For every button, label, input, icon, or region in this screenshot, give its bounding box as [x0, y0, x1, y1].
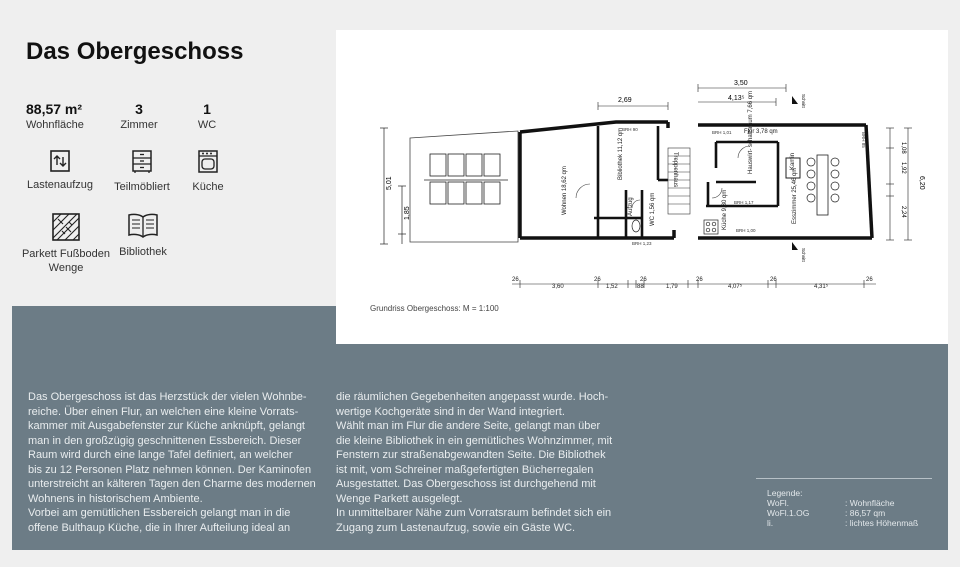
dim-right: 2,24 — [900, 206, 906, 218]
feature-parquet-label: Parkett Fußboden Wenge — [21, 248, 111, 274]
legend-row — [767, 498, 937, 508]
description-text-1: Das Obergeschoss ist das Herzstück der vielen Wohnbe- reiche. Über einen Flur, an welchen eine kleine Vorrats- kammer mit Ausgabefenster zur Küche anknüpft, gelangt man in den großzügig geschnittenen Essbereich. Dieser Raum wird durch eine lange Tafel definiert, an welcher bis zu 12 Personen Platz nehmen können. Der Kaminofen unterstreicht an kälteren Tagen den Charme des modernen Wohnens in historischem Ambiente. Vorbei am gemütlichen Essbereich gelangt man in die offene Bulthaup Küche, die in Ihrer Aufteilung ideal an — [28, 391, 316, 534]
feature-elevator-label: Lastenaufzug — [26, 179, 94, 191]
dim-bottom: 26 — [770, 277, 777, 283]
floor-plan-card — [336, 30, 948, 344]
description-column-1 — [28, 390, 328, 535]
description-text-2: die räumlichen Gegebenheiten angepasst wurde. Hoch- wertige Kochgeräte sind in der Wand integriert. Wählt man im Flur die andere Seite, gelangt man über die kleine Bibliothek in ein gemütliches Wohnzimmer, mit Fenstern zur straßenabgewandten Seite. Die Bibliothek ist mit, vom Schreiner maßgefertigten Bücherregalen Ausgestattet. Das Obergeschoss ist durchgehend mit Wenge Parkett ausgelegt. In unmittelbarer Nähe zum Vorratsraum befindet sich ein Zugang zum Lastenaufzug, sowie ein Gäste WC. — [336, 391, 613, 534]
feature-elevator — [15, 150, 105, 192]
dim-left-part: 1,85 — [404, 206, 411, 220]
stat-rooms — [119, 101, 159, 131]
dim-right: 1,92 — [900, 162, 906, 174]
stat-rooms-value: 3 — [135, 101, 143, 117]
legend-divider — [756, 478, 932, 479]
stove-icon — [197, 150, 219, 174]
section-marker: Schnitt — [801, 248, 806, 262]
legend-value: : 86,57 qm — [845, 508, 886, 518]
dim-right-total: 6,20 — [918, 176, 925, 190]
stat-wc-value: 1 — [203, 101, 211, 117]
legend — [767, 488, 937, 528]
brh-label: BRH 1,17 — [734, 200, 754, 205]
page-title: Das Obergeschoss — [26, 38, 244, 65]
dim-top: 2,69 — [618, 97, 632, 104]
stat-area — [26, 101, 84, 131]
legend-title: Legende: — [767, 488, 803, 498]
floor-plan — [336, 30, 948, 344]
dim-bottom: 4,07⁵ — [728, 284, 743, 290]
dim-bottom: 1,52 — [606, 284, 618, 290]
stat-wc-label: WC — [197, 119, 217, 131]
dim-top: 4,13⁵ — [728, 95, 745, 102]
stat-wc — [190, 101, 224, 131]
brh-label: BRH 1,00 — [736, 228, 756, 233]
dim-bottom: 26 — [866, 277, 873, 283]
legend-row — [767, 518, 937, 528]
legend-key: WoFl. — [767, 498, 790, 508]
dim-bottom: 26 — [696, 277, 703, 283]
dim-bottom: 3,60 — [552, 284, 564, 290]
stat-rooms-label: Zimmer — [120, 119, 158, 131]
brh-label: BRH 1,01 — [712, 130, 732, 135]
dim-left-total: 5,01 — [386, 176, 393, 190]
dim-bottom: 88 — [637, 284, 644, 290]
feature-furnished-label: Teilmöbliert — [114, 181, 170, 193]
dim-bottom: 4,31⁵ — [814, 284, 829, 290]
room-hauswirt: Hauswirt- schaftsraum 7,66 qm — [748, 90, 754, 174]
room-aufzug: Aufzug — [628, 197, 634, 216]
room-flur: Flur 3,78 qm — [744, 129, 778, 135]
dim-right: 1,08 — [900, 142, 906, 154]
parquet-icon — [52, 213, 80, 241]
feature-kitchen — [163, 150, 253, 194]
legend-value: : Wohnfläche — [845, 498, 895, 508]
legend-key: WoFl.1.OG — [767, 508, 810, 518]
dim-bottom: 26 — [512, 277, 519, 283]
room-wohnen: Wohnen 18,62 qm — [562, 166, 568, 215]
brh-label: BRH 85 — [861, 132, 866, 148]
dim-bottom: 1,79 — [666, 284, 678, 290]
brh-label: BRH 1,23 — [632, 241, 652, 246]
dim-bottom: 26 — [640, 277, 647, 283]
room-wc: WC 1,56 qm — [650, 192, 656, 226]
elevator-icon — [49, 150, 71, 172]
description-column-2 — [336, 390, 636, 535]
feature-library — [98, 213, 188, 259]
section-marker: Schnitt — [801, 94, 806, 108]
legend-row — [767, 508, 937, 518]
dim-top: 3,50 — [734, 80, 748, 87]
room-esszimmer: Esszimmer 25,46 qm — [792, 167, 798, 224]
dim-bottom: 26 — [594, 277, 601, 283]
legend-key: li. — [767, 518, 774, 528]
room-bibliothek: Bibliothek 11,12 qm — [618, 127, 624, 180]
feature-kitchen-label: Küche — [192, 181, 224, 193]
cabinet-icon — [131, 150, 153, 174]
plan-caption: Grundriss Obergeschoss: M = 1:100 — [370, 304, 499, 313]
stat-area-label: Wohnfläche — [26, 119, 84, 131]
brh-label: BRH 90 — [622, 127, 638, 132]
stat-area-value: 88,57 m² — [26, 101, 83, 117]
legend-value: : lichtes Höhenmaß — [845, 518, 919, 528]
room-kamin: Kamin — [790, 152, 796, 170]
room-kueche: Küche 9,30 qm — [722, 189, 728, 230]
book-icon — [128, 213, 158, 239]
room-treppenhaus: Treppenhaus — [672, 152, 678, 188]
feature-library-label: Bibliothek — [119, 246, 167, 258]
